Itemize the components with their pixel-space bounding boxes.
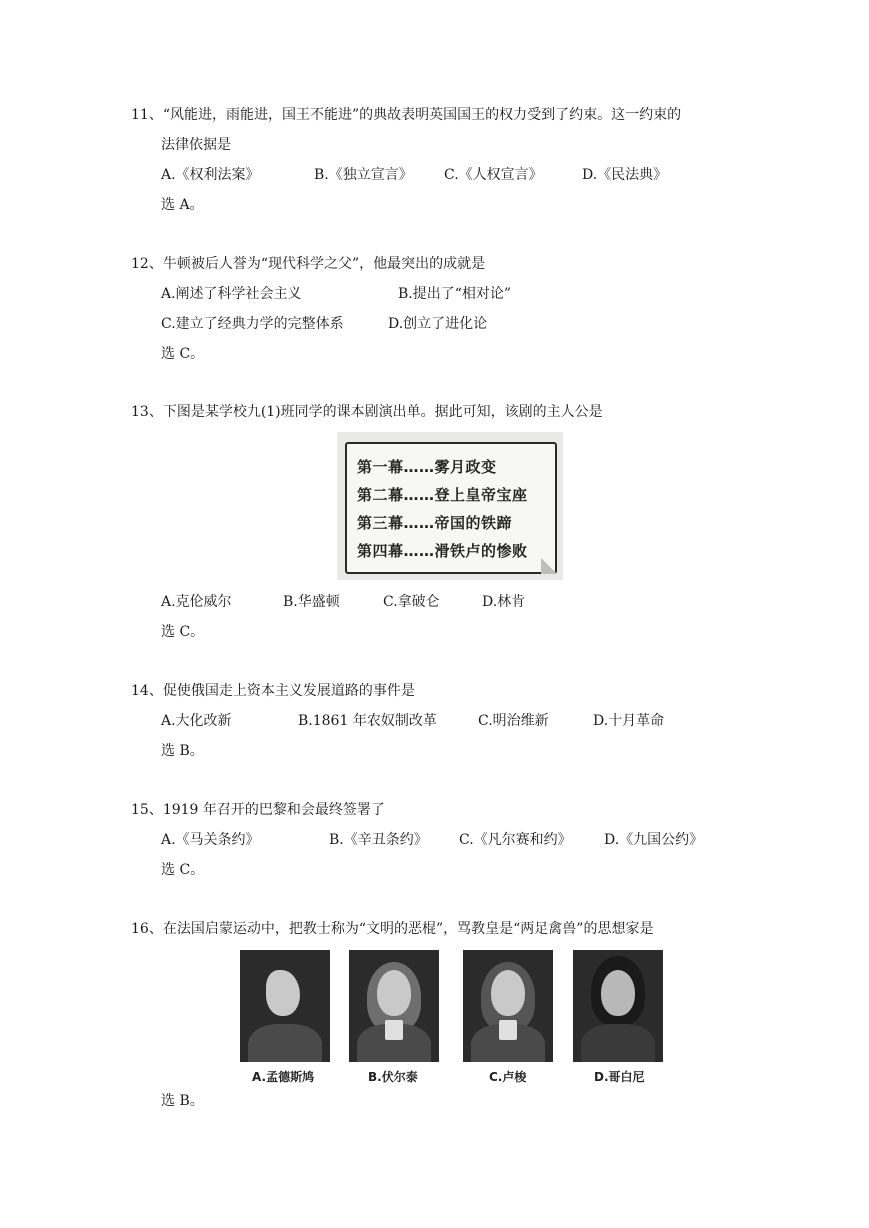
question-14 (133, 676, 743, 766)
question-14-stem: 14、促使俄国走上资本主义发展道路的事件是 (131, 683, 415, 699)
option-a: A.《马关条约》 (161, 832, 260, 848)
playbill-image (337, 432, 563, 580)
option-b: B.《独立宣言》 (314, 167, 413, 183)
option-c: C.拿破仑 (383, 594, 440, 610)
option-d: D.《九国公约》 (604, 832, 704, 848)
question-12 (133, 249, 743, 369)
option-c: C.《凡尔赛和约》 (459, 832, 572, 848)
question-14-answer: 选 B。 (161, 743, 204, 759)
portrait-collar (499, 1020, 517, 1040)
question-16-answer: 选 B。 (161, 1093, 204, 1109)
portrait-montesquieu (240, 950, 330, 1062)
option-b: B.华盛顿 (283, 594, 340, 610)
portrait-body (581, 1024, 655, 1062)
question-13-options (133, 587, 743, 617)
option-b: B.1861 年农奴制改革 (298, 713, 437, 729)
question-12-options-row1 (133, 279, 743, 309)
playbill-act-2: 第二幕……登上皇帝宝座 (357, 486, 528, 504)
portrait-rousseau (463, 950, 553, 1062)
portrait-face (601, 970, 635, 1016)
option-d: D.《民法典》 (582, 167, 668, 183)
question-15-stem: 15、1919 年召开的巴黎和会最终签署了 (131, 802, 385, 818)
playbill-act-3: 第三幕……帝国的铁蹄 (357, 514, 513, 532)
playbill-act-4: 第四幕……滑铁卢的惨败 (357, 542, 528, 560)
option-d: D.创立了进化论 (388, 316, 488, 332)
portrait-face (491, 970, 525, 1016)
question-16-answer-block (133, 1086, 743, 1116)
caption-b: B.伏尔泰 (368, 1070, 418, 1084)
portrait-voltaire (349, 950, 439, 1062)
question-11-answer: 选 A。 (161, 197, 204, 213)
question-11-options (133, 160, 743, 190)
option-a: A.《权利法案》 (161, 167, 260, 183)
question-11-stem-continued: 法律依据是 (161, 137, 231, 153)
option-c: C.《人权宣言》 (444, 167, 543, 183)
question-15-options (133, 825, 743, 855)
caption-c: C.卢梭 (489, 1070, 527, 1084)
portrait-copernicus (573, 950, 663, 1062)
option-a: A.阐述了科学社会主义 (161, 286, 302, 302)
portrait-body (248, 1024, 322, 1062)
question-13 (133, 397, 743, 427)
question-12-answer: 选 C。 (161, 346, 205, 362)
caption-d: D.哥白尼 (594, 1070, 645, 1084)
option-a: A.大化改新 (161, 713, 232, 729)
option-d: D.十月革命 (593, 713, 665, 729)
option-b: B.提出了“相对论” (398, 286, 512, 302)
question-12-options-row2 (133, 309, 743, 339)
question-13-options-block (133, 587, 743, 647)
question-13-stem: 13、下图是某学校九(1)班同学的课本剧演出单。据此可知，该剧的主人公是 (131, 404, 603, 420)
page-fold-icon (541, 558, 557, 574)
question-16 (133, 914, 743, 944)
option-c: C.明治维新 (478, 713, 549, 729)
portrait-face (377, 970, 411, 1016)
caption-a: A.孟德斯鸠 (252, 1070, 315, 1084)
option-a: A.克伦威尔 (161, 594, 232, 610)
portrait-collar (385, 1020, 403, 1040)
question-11-stem: 11、“风能进，雨能进，国王不能进”的典故表明英国国王的权力受到了约束。这一约束的 (131, 107, 682, 123)
playbill-card (345, 442, 557, 574)
question-14-options (133, 706, 743, 736)
option-d: D.林肯 (482, 594, 526, 610)
question-11 (133, 100, 743, 220)
question-15 (133, 795, 743, 885)
playbill-act-1: 第一幕……雾月政变 (357, 458, 497, 476)
question-16-stem: 16、在法国启蒙运动中，把教士称为“文明的恶棍”，骂教皇是“两足禽兽”的思想家是 (131, 921, 654, 937)
option-c: C.建立了经典力学的完整体系 (161, 316, 344, 332)
option-b: B.《辛丑条约》 (329, 832, 428, 848)
portrait-face (266, 970, 300, 1016)
question-15-answer: 选 C。 (161, 862, 205, 878)
question-13-answer: 选 C。 (161, 624, 205, 640)
question-12-stem: 12、牛顿被后人誉为“现代科学之父”，他最突出的成就是 (131, 256, 486, 272)
